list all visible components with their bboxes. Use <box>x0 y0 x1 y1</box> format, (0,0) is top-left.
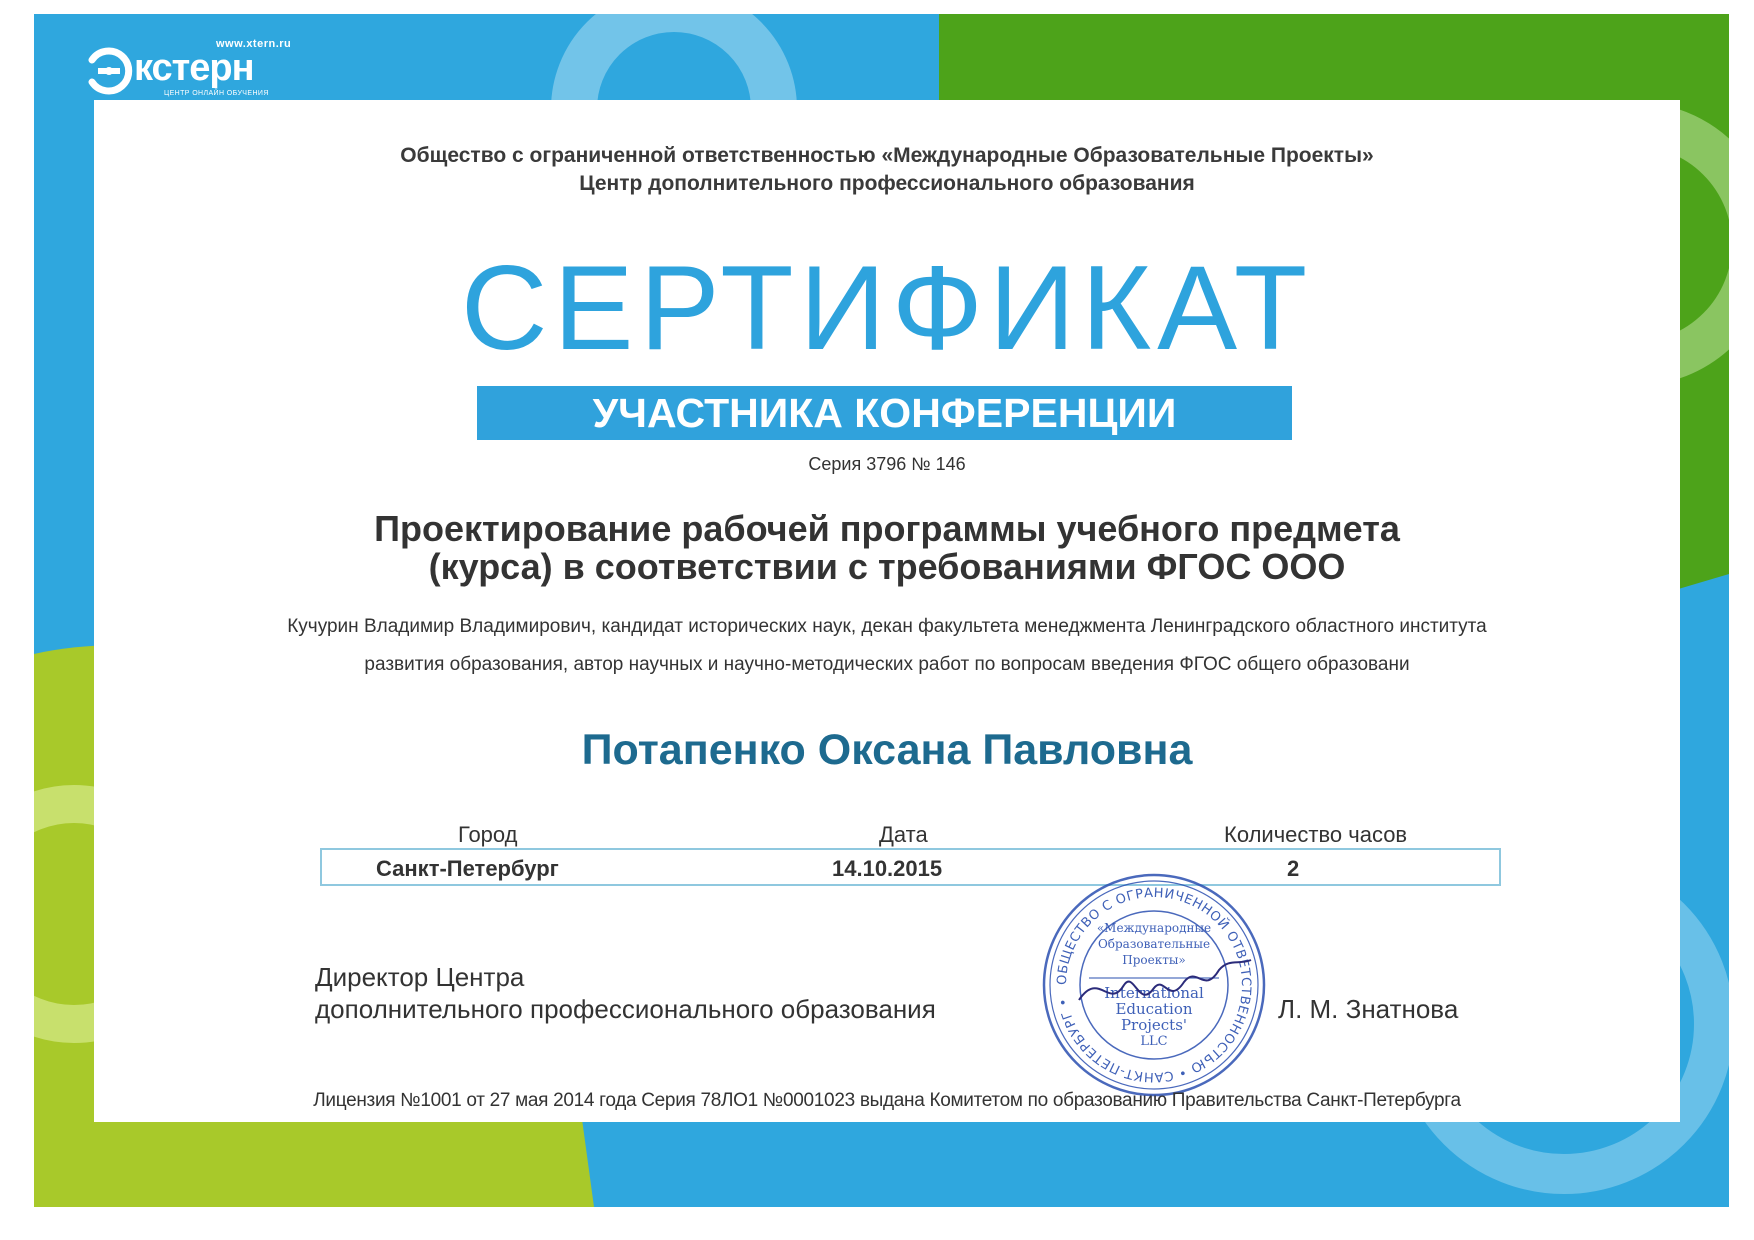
organization-line2: Центр дополнительного профессионального образования <box>579 172 1195 195</box>
director-title-line1: Директор Центра <box>315 962 525 992</box>
director-name: Л. М. Знатнова <box>1278 994 1459 1024</box>
lecturer-description: Кучурин Владимир Владимирович, кандидат исторических наук, декан факультета менеджмента Ленинградского областного института развития образования, автор научных и научно-методических работ по вопросам введения ФГОС общего образовани <box>287 616 1487 675</box>
stamp-ring-text: ОБЩЕСТВО С ОГРАНИЧЕННОЙ ОТВЕТСТВЕННОСТЬЮ • САНКТ-ПЕТЕРБУРГ • <box>1054 885 1254 1085</box>
city-value: Санкт-Петербург <box>376 856 559 881</box>
logo <box>84 28 304 108</box>
stamp-line6: Projects' <box>1120 1016 1188 1034</box>
course-title-line1: Проектирование рабочей программы учебного предмета <box>374 508 1400 549</box>
logo-name: кстерн <box>134 47 254 89</box>
stamp-line7: LLC <box>1140 1034 1168 1049</box>
hours-label: Количество часов <box>1224 822 1408 847</box>
date-label: Дата <box>879 822 928 847</box>
course-title-line2: (курса) в соответствии с требованиями ФГОС ООО <box>428 546 1346 587</box>
city-label: Город <box>458 822 518 847</box>
participant-name: Потапенко Оксана Павловна <box>581 726 1193 774</box>
logo-e-icon <box>84 46 134 96</box>
certificate-frame <box>34 14 1729 1207</box>
stamp-line2: Образовательные <box>1097 937 1211 951</box>
organization-line1: Общество с ограниченной ответственностью «Международные Образовательные Проекты» <box>400 144 1374 167</box>
certificate-subtitle: УЧАСТНИКА КОНФЕРЕНЦИИ <box>477 386 1292 440</box>
stamp-line1: «Международные <box>1096 921 1212 935</box>
certificate-title: СЕРТИФИКАТ <box>460 241 1314 375</box>
certificate-paper <box>94 100 1680 1122</box>
logo-tagline: ЦЕНТР ОНЛАЙН ОБУЧЕНИЯ <box>164 90 269 97</box>
director-title-line2: дополнительного профессионального образования <box>315 994 936 1024</box>
stamp-line4: International <box>1104 984 1204 1002</box>
logo-url: www.xtern.ru <box>216 38 292 50</box>
certificate-series: Серия 3796 № 146 <box>808 454 966 474</box>
stamp-line3: Проекты» <box>1122 953 1186 967</box>
date-value: 14.10.2015 <box>832 856 943 881</box>
official-stamp <box>1039 870 1269 1100</box>
stamp-line5: Education <box>1115 1000 1193 1018</box>
hours-value: 2 <box>1287 856 1300 881</box>
license-text: Лицензия №1001 от 27 мая 2014 года Серия 78ЛО1 №0001023 выдана Комитетом по образованию Правительства Санкт-Петербурга <box>313 1090 1461 1111</box>
